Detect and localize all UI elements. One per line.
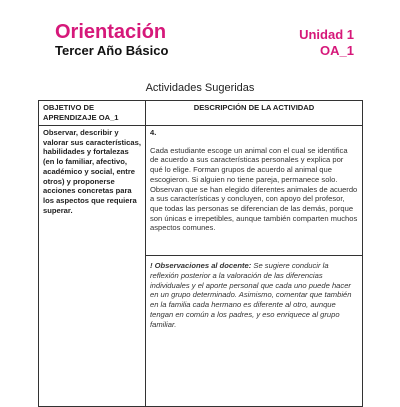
- oa-code: OA_1: [320, 43, 354, 58]
- teacher-observations: [150, 261, 358, 329]
- activity-text: Cada estudiante escoge un animal con el cual se identifica de acuerdo a sus características personales y explica por qué lo elige. Forman grupos de acuerdo al animal que escogieron. Si alguien no tiene pareja, permanece solo. Observan que se han elegido diferentes animales de acuerdo a sus características y concluyen, con apoyo del profesor, que todas las personas se diferencian de las demás, porque son únicas e irrepetibles, aunque también comparten muchos aspectos comunes.: [150, 145, 358, 233]
- section-title: Actividades Sugeridas: [145, 82, 255, 94]
- activity-table: [38, 100, 363, 407]
- activity-number: 4.: [150, 128, 157, 137]
- objective-cell: Observar, describir y valorar sus características, habilidades y fortalezas (en lo familiar, afectivo, académico y social, entre otros) y proponerse acciones concretas para los aspectos que requiera superar.: [39, 126, 146, 407]
- divider: [146, 255, 362, 256]
- table-row: [39, 126, 363, 407]
- description-column-header: DESCRIPCIÓN DE LA ACTIVIDAD: [146, 101, 363, 126]
- page-header: [0, 0, 400, 70]
- description-cell: [146, 126, 363, 407]
- page-title: Orientación: [55, 21, 167, 43]
- table-header-row: [39, 101, 363, 126]
- observations-text: Se sugiere conducir la reflexión posterior a la valoración de las diferencias individuales y el aporte personal que cada uno puede hacer en un grupo determinado. Asimismo, comentar que también en la familia cada hermano es diferente al otro, aunque tengan en común a los padres, y eso enriquece al grupo familiar.: [150, 261, 352, 329]
- grade-subtitle: Tercer Año Básico: [55, 43, 169, 58]
- observations-label: ! Observaciones al docente:: [150, 261, 252, 271]
- objective-column-header: OBJETIVO DE APRENDIZAJE OA_1: [39, 101, 146, 126]
- unit-label: Unidad 1: [299, 27, 354, 42]
